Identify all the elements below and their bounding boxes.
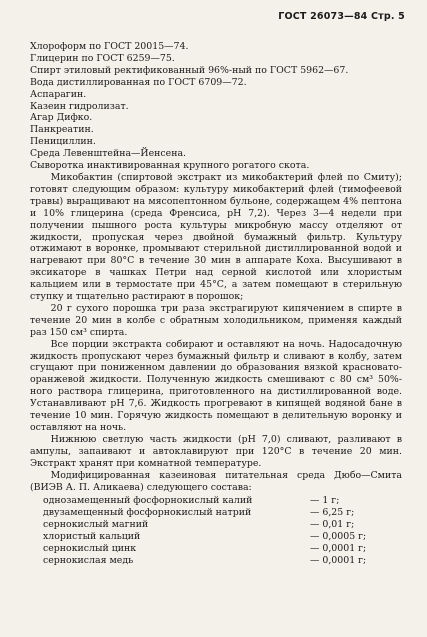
reagent-item: Казеин гидролизат. <box>30 100 129 112</box>
component-quantity: — 0,01 г; <box>310 519 355 531</box>
paragraph-extraction: 20 г сухого порошка три раза экстрагируют кипячением в спирте в течение 20 мин в колбе с обратным холодильником, применяя каждый раз 150 см³ спирта. <box>30 302 402 338</box>
reagent-item: Агар Дифко. <box>30 112 93 124</box>
paragraph-storage: Нижнюю светлую часть жидкости (pH 7,0) сливают, разливают в ампулы, запаивают и автоклавируют при 120°С в течение 20 мин. Экстракт хранят при комнатной температуре. <box>30 433 402 469</box>
reagent-item: Среда Левенштейна—Йенсена. <box>30 148 187 160</box>
reagent-item: Хлороформ по ГОСТ 20015—74. <box>30 41 189 52</box>
composition-row <box>43 531 378 543</box>
component-quantity: — 1 г; <box>310 495 340 507</box>
component-quantity: — 0,0001 г; <box>310 554 367 566</box>
reagent-item: Сыворотка инактивированная крупного рогатого скота. <box>30 160 310 172</box>
component-name: сернокислый цинк <box>43 543 137 555</box>
composition-row <box>43 555 378 567</box>
composition-row <box>43 495 378 507</box>
component-quantity: — 6,25 г; <box>310 507 355 519</box>
component-name: сернокислый магний <box>43 519 149 531</box>
reagent-item: Спирт этиловый ректификованный 96%-ный по ГОСТ 5962—67. <box>30 64 349 76</box>
standard-number: ГОСТ 26073—84 <box>278 11 368 22</box>
component-name: однозамещенный фосфорнокислый калий <box>43 495 253 507</box>
reagent-item: Аспарагин. <box>30 88 87 100</box>
composition-list <box>30 495 402 566</box>
component-name: двузамещенный фосфорнокислый натрий <box>43 507 252 519</box>
reagent-item: Вода дистиллированная по ГОСТ 6709—72. <box>30 76 247 88</box>
composition-intro: Модифицированная казеиновая питательная среда Дюбо—Смита (ВИЭВ А. П. Аликаева) следующего состава: <box>30 469 402 493</box>
composition-row <box>43 507 378 519</box>
paragraph-filtration: Все порции экстракта собирают и оставляют на ночь. Надосадочную жидкость пропускают через бумажный фильтр и сливают в колбу, затем сгущают при пониженном давлении до образования вязкой красновато-оранжевой жидкости. Полученную жидкость смешивают с 80 см³ 50%-ного раствора глицерина, приготовленного на дистиллированной воде. Устанавливают pH 7,6. Жидкость прогревают в кипящей водяной бане в течение 10 мин. Горячую жидкость помещают в делительную воронку и оставляют на ночь. <box>30 338 402 433</box>
component-name: сернокислая медь <box>43 554 134 566</box>
body-text <box>30 41 402 567</box>
component-quantity: — 0,0001 г; <box>310 543 367 555</box>
component-name: хлористый кальций <box>43 531 141 543</box>
reagent-item: Пенициллин. <box>30 136 96 148</box>
page-header <box>278 11 405 22</box>
reagent-item: Панкреатин. <box>30 124 94 136</box>
paragraph-mycobactin: Микобактин (спиртовой экстракт из микобактерий флей по Смиту); готовят следующим образом: культуру микобактерий флей (тимофеевой травы) выращивают на мясопептонном бульоне, содержащем 4% пептона и 10% глицерина (среда Френсиса, pH 7,2). Через 3—4 недели при получении пышного роста культуры микробную массу отделяют от жидкости, пропуская через двойной бумажный фильтр. Культуру отжимают в воронке, промывают стерильной дистиллированной водой и нагревают при 80°С в течение 30 мин в аппарате Коха. Высушивают в эксикаторе в чашках Петри над серной кислотой или хлористым кальцием или в термостате при 45°С, а затем помещают в стерильную ступку и тщательно растирают в порошок; <box>30 171 402 303</box>
page-label: Стр. 5 <box>370 11 405 22</box>
reagent-item: Глицерин по ГОСТ 6259—75. <box>30 52 175 64</box>
component-quantity: — 0,0005 г; <box>310 531 367 543</box>
composition-row <box>43 543 378 555</box>
composition-row <box>43 519 378 531</box>
